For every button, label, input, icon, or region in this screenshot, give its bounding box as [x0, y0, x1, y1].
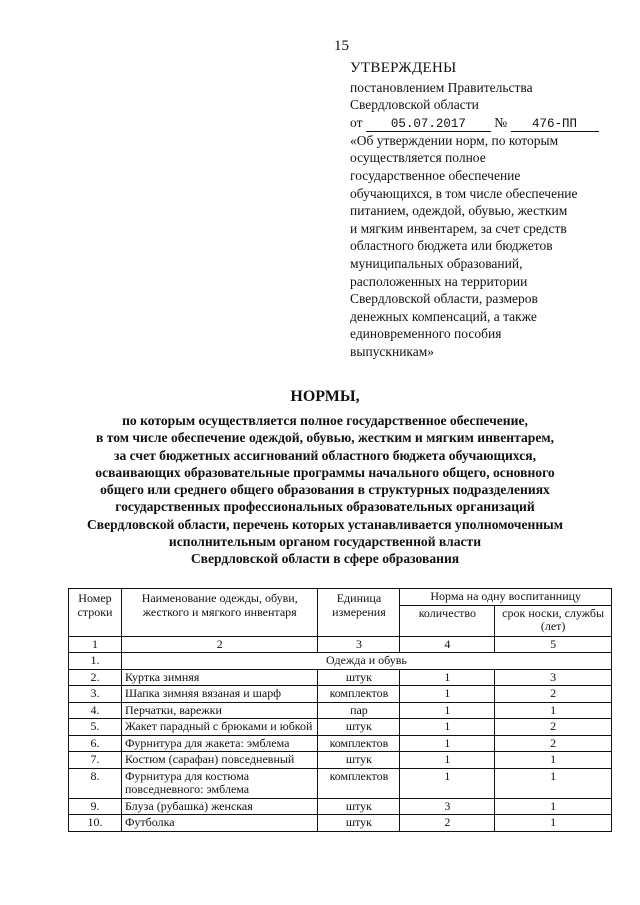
- resolution-line: денежных компенсаций, а также: [350, 308, 537, 324]
- section-title: Одежда и обувь: [121, 653, 611, 670]
- column-number: 4: [400, 636, 495, 653]
- resolution-line: Свердловской области, размеров: [350, 291, 538, 307]
- resolution-line: муниципальных образований,: [350, 255, 523, 271]
- number-prefix: №: [494, 114, 508, 130]
- header-name: Наименование одежды, обуви, жесткого и мягкого инвентаря: [121, 589, 318, 637]
- item-term: 3: [495, 669, 612, 686]
- column-numbers-row: [69, 636, 612, 653]
- title-line: исполнительным органом государственной власти: [168, 534, 482, 550]
- title-line: Свердловской области в сфере образования: [190, 551, 460, 567]
- resolution-title: [350, 132, 620, 361]
- header-quantity: количество: [400, 605, 495, 636]
- document-title: [40, 388, 610, 568]
- row-number: 6.: [69, 735, 122, 752]
- title-line: осваивающих образовательные программы начального общего, основного: [95, 464, 555, 480]
- row-number: 8.: [69, 768, 122, 798]
- item-name: Фурнитура для костюма повседневного: эмблема: [121, 768, 318, 798]
- column-number: 1: [69, 636, 122, 653]
- section-number: 1.: [69, 653, 122, 670]
- header-norm-group: Норма на одну воспитанницу: [400, 589, 612, 606]
- title-line: за счет бюджетных ассигнований областного бюджета обучающихся,: [113, 447, 536, 463]
- item-term: 2: [495, 719, 612, 736]
- table-row: [69, 686, 612, 703]
- resolution-line: осуществляется полное: [350, 150, 486, 166]
- table-row: [69, 752, 612, 769]
- item-term: 1: [495, 768, 612, 798]
- title-line: в том числе обеспечение одеждой, обувью, жестким и мягким инвентарем,: [95, 430, 555, 446]
- date-prefix: от: [350, 114, 363, 130]
- approval-header: УТВЕРЖДЕНЫ: [350, 60, 457, 76]
- item-quantity: 1: [400, 768, 495, 798]
- title-line: общего или среднего общего образования в структурных подразделениях: [100, 482, 550, 498]
- table-row: [69, 719, 612, 736]
- item-name: Фурнитура для жакета: эмблема: [121, 735, 318, 752]
- item-quantity: 1: [400, 752, 495, 769]
- row-number: 2.: [69, 669, 122, 686]
- resolution-line: обучающихся, в том числе обеспечение: [350, 185, 578, 201]
- item-quantity: 3: [400, 798, 495, 815]
- resolution-line: «Об утверждении норм, по которым: [350, 132, 559, 148]
- title-heading: НОРМЫ,: [290, 388, 360, 405]
- approval-number: 476-ПП: [511, 117, 599, 132]
- item-quantity: 1: [400, 735, 495, 752]
- item-name: Футболка: [121, 815, 318, 832]
- resolution-line: расположенных на территории: [350, 273, 528, 289]
- row-number: 9.: [69, 798, 122, 815]
- resolution-line: питанием, одеждой, обувью, жестким: [350, 203, 568, 219]
- item-unit: штук: [318, 752, 400, 769]
- item-term: 2: [495, 686, 612, 703]
- resolution-line: областного бюджета или бюджетов: [350, 238, 553, 254]
- header-term: срок носки, службы (лет): [495, 605, 612, 636]
- page-number: 15: [334, 38, 349, 54]
- approval-date-line: [350, 114, 620, 132]
- item-unit: штук: [318, 798, 400, 815]
- norms-table: [68, 588, 612, 832]
- item-quantity: 2: [400, 815, 495, 832]
- table-row: [69, 815, 612, 832]
- item-unit: штук: [318, 719, 400, 736]
- row-number: 7.: [69, 752, 122, 769]
- title-line: Свердловской области, перечень которых устанавливается уполномоченным: [86, 516, 564, 532]
- table-row: [69, 669, 612, 686]
- item-term: 1: [495, 815, 612, 832]
- item-unit: штук: [318, 815, 400, 832]
- item-term: 2: [495, 735, 612, 752]
- item-name: Костюм (сарафан) повседневный: [121, 752, 318, 769]
- column-number: 3: [318, 636, 400, 653]
- item-term: 1: [495, 798, 612, 815]
- approval-line-2: Свердловской области: [350, 97, 479, 113]
- item-name: Жакет парадный с брюками и юбкой: [121, 719, 318, 736]
- table-row: [69, 798, 612, 815]
- header-row-number: Номер строки: [69, 589, 122, 637]
- row-number: 3.: [69, 686, 122, 703]
- column-number: 5: [495, 636, 612, 653]
- item-name: Шапка зимняя вязаная и шарф: [121, 686, 318, 703]
- row-number: 4.: [69, 702, 122, 719]
- row-number: 5.: [69, 719, 122, 736]
- table-row: [69, 768, 612, 798]
- row-number: 10.: [69, 815, 122, 832]
- item-quantity: 1: [400, 669, 495, 686]
- column-number: 2: [121, 636, 318, 653]
- resolution-line: и мягким инвентарем, за счет средств: [350, 220, 567, 236]
- title-line: государственных профессиональных образовательных организаций: [115, 499, 535, 515]
- header-unit: Единица измерения: [318, 589, 400, 637]
- item-quantity: 1: [400, 719, 495, 736]
- approval-line-1: постановлением Правительства: [350, 79, 533, 95]
- item-quantity: 1: [400, 702, 495, 719]
- item-term: 1: [495, 752, 612, 769]
- approval-block: [350, 60, 620, 361]
- resolution-line: выпускникам»: [350, 343, 435, 359]
- table-row: [69, 735, 612, 752]
- title-line: по которым осуществляется полное государственное обеспечение,: [122, 413, 528, 428]
- section-row: [69, 653, 612, 670]
- item-unit: штук: [318, 669, 400, 686]
- table-row: [69, 702, 612, 719]
- item-unit: пар: [318, 702, 400, 719]
- item-term: 1: [495, 702, 612, 719]
- item-name: Куртка зимняя: [121, 669, 318, 686]
- item-name: Перчатки, варежки: [121, 702, 318, 719]
- header-row: [69, 589, 612, 606]
- approval-date: 05.07.2017: [366, 117, 491, 132]
- resolution-line: государственное обеспечение: [350, 167, 521, 183]
- item-unit: комплектов: [318, 768, 400, 798]
- resolution-line: единовременного пособия: [350, 326, 502, 342]
- item-unit: комплектов: [318, 735, 400, 752]
- item-name: Блуза (рубашка) женская: [121, 798, 318, 815]
- item-unit: комплектов: [318, 686, 400, 703]
- item-quantity: 1: [400, 686, 495, 703]
